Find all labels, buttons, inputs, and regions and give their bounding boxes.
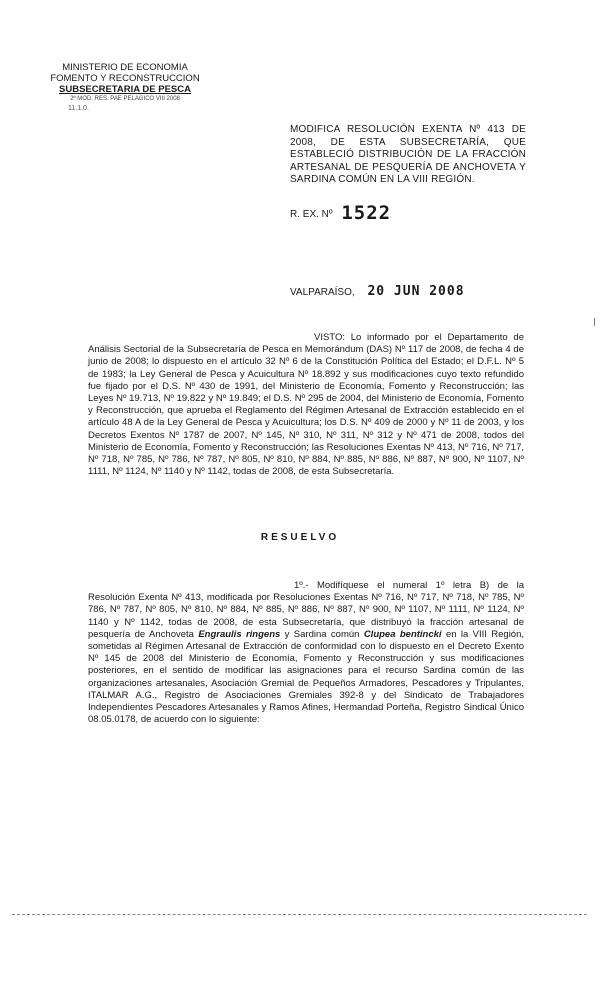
file-reference: 2ª MOD. RES. PAE PELAGICO VIII 2008 xyxy=(70,96,180,102)
ministry-subname: FOMENTO Y RECONSTRUCCION xyxy=(50,73,200,84)
visto-paragraph: VISTO: Lo informado por el Departamento de Análisis Sectorial de la Subsecretaría de Pesca en Memorándum (DAS) Nº 117 de 2008, de fecha 4 de junio de 2008; lo dispuesto en el artículo 32 Nº 6 de la Constitución Política del Estado; el D.F.L. Nº 5 de 1983; la Ley General de Pesca y Acuicultura Nº 18.892 y sus modificaciones cuyo texto refundido fue fijado por el D.S. Nº 430 de 1991, del Ministerio de Economía, Fomento y Reconstrucción; las Leyes Nº 19.713, Nº 19.822 y Nº 19.849; el D.S. Nº 295 de 2004, del Ministerio de Economía, Fomento y Reconstrucción, que aprueba el Reglamento del Régimen Artesanal de Extracción establecido en el artículo 48 A de la Ley General de Pesca y Acuicultura; los D.S. Nº 409 de 2000 y Nº 11 de 2003, y los Decretos Exentos Nº 1787 de 2007, Nº 145, Nº 310, Nº 311, Nº 312 y Nº 471 de 2008, todos del Ministerio de Economía, Fomento y Reconstrucción; las Resoluciones Exentas Nº 413, Nº 716, Nº 717, Nº 718, Nº 785, Nº 786, Nº 787, Nº 805, Nº 810, Nº 884, Nº 885, Nº 886, Nº 887, Nº 900, Nº 1107, Nº 1111, Nº 1124, Nº 1140 y Nº 1142, todas de 2008, de esta Subsecretaría. xyxy=(88,332,524,478)
place-date-line xyxy=(290,284,465,299)
ministry-header xyxy=(50,62,200,114)
article-1-paragraph xyxy=(88,580,524,726)
resolution-number-line xyxy=(290,200,391,222)
species-anchoveta: Engraulis ringens xyxy=(198,628,281,640)
species-sardina: Clupea bentincki xyxy=(363,628,442,640)
resuelvo-heading: RESUELVO xyxy=(260,532,340,543)
file-code: 11.1.0. xyxy=(68,105,89,112)
page-bottom-divider xyxy=(12,914,587,915)
article-1-text-a: 1º.- Modifíquese el numeral 1º letra B) de la Resolución Exenta Nº 413, modificada por Resoluciones Exentas Nº 716, Nº 717, Nº 718, Nº 785, Nº 786, Nº 787, Nº 805, Nº 810, Nº 884, Nº 885, Nº 886, Nº 887, Nº 900, Nº 1107, Nº 1111, Nº 1124, Nº 1140 y Nº 1142, todas de 2008, de esta Subsecretaría, que distribuyó la fracción artesanal de pesquería de Anchoveta xyxy=(88,580,524,640)
resolution-subject: MODIFICA RESOLUCIÓN EXENTA Nº 413 DE 2008, DE ESTA SUBSECRETARÍA, QUE ESTABLECIÓ DISTRIBUCIÓN DE LA FRACCIÓN ARTESANAL DE PESQUERÍA DE ANCHOVETA Y SARDINA COMÚN EN LA VIII REGIÓN. xyxy=(290,124,526,185)
article-1-text-c: en la VIII Región, sometidas al Régimen Artesanal de Extracción de conformidad con lo dispuesto en el Decreto Exento Nº 145 de 2008 del Ministerio de Economía, Fomento y Reconstrucción y sus modificaciones posteriores, en el sentido de modificar las asignaciones para el recurso Sardina común de las organizaciones artesanales, Asociación Gremial de Pequeños Armadores, Pescadores y Tripulantes, ITALMAR A.G., Registro de Asociaciones Gremiales 392-8 y del Sindicato de Trabajadores Independientes Pescadores Artesanales y Ramos Afines, Hermandad Porteña, Registro Sindical Único 08.05.0178, de acuerdo con lo siguiente: xyxy=(88,628,525,726)
place-label: VALPARAÍSO, xyxy=(290,287,355,298)
scan-edge-mark xyxy=(594,318,595,326)
resolution-number-stamp: 1522 xyxy=(341,202,392,224)
resolution-label: R. EX. Nº xyxy=(290,209,333,220)
date-stamp: 20 JUN 2008 xyxy=(367,284,465,299)
article-1-text-b: y Sardina común xyxy=(284,628,360,640)
ministry-name: MINISTERIO DE ECONOMIA xyxy=(62,62,188,73)
subsecretariat-name: SUBSECRETARIA DE PESCA xyxy=(59,84,191,95)
